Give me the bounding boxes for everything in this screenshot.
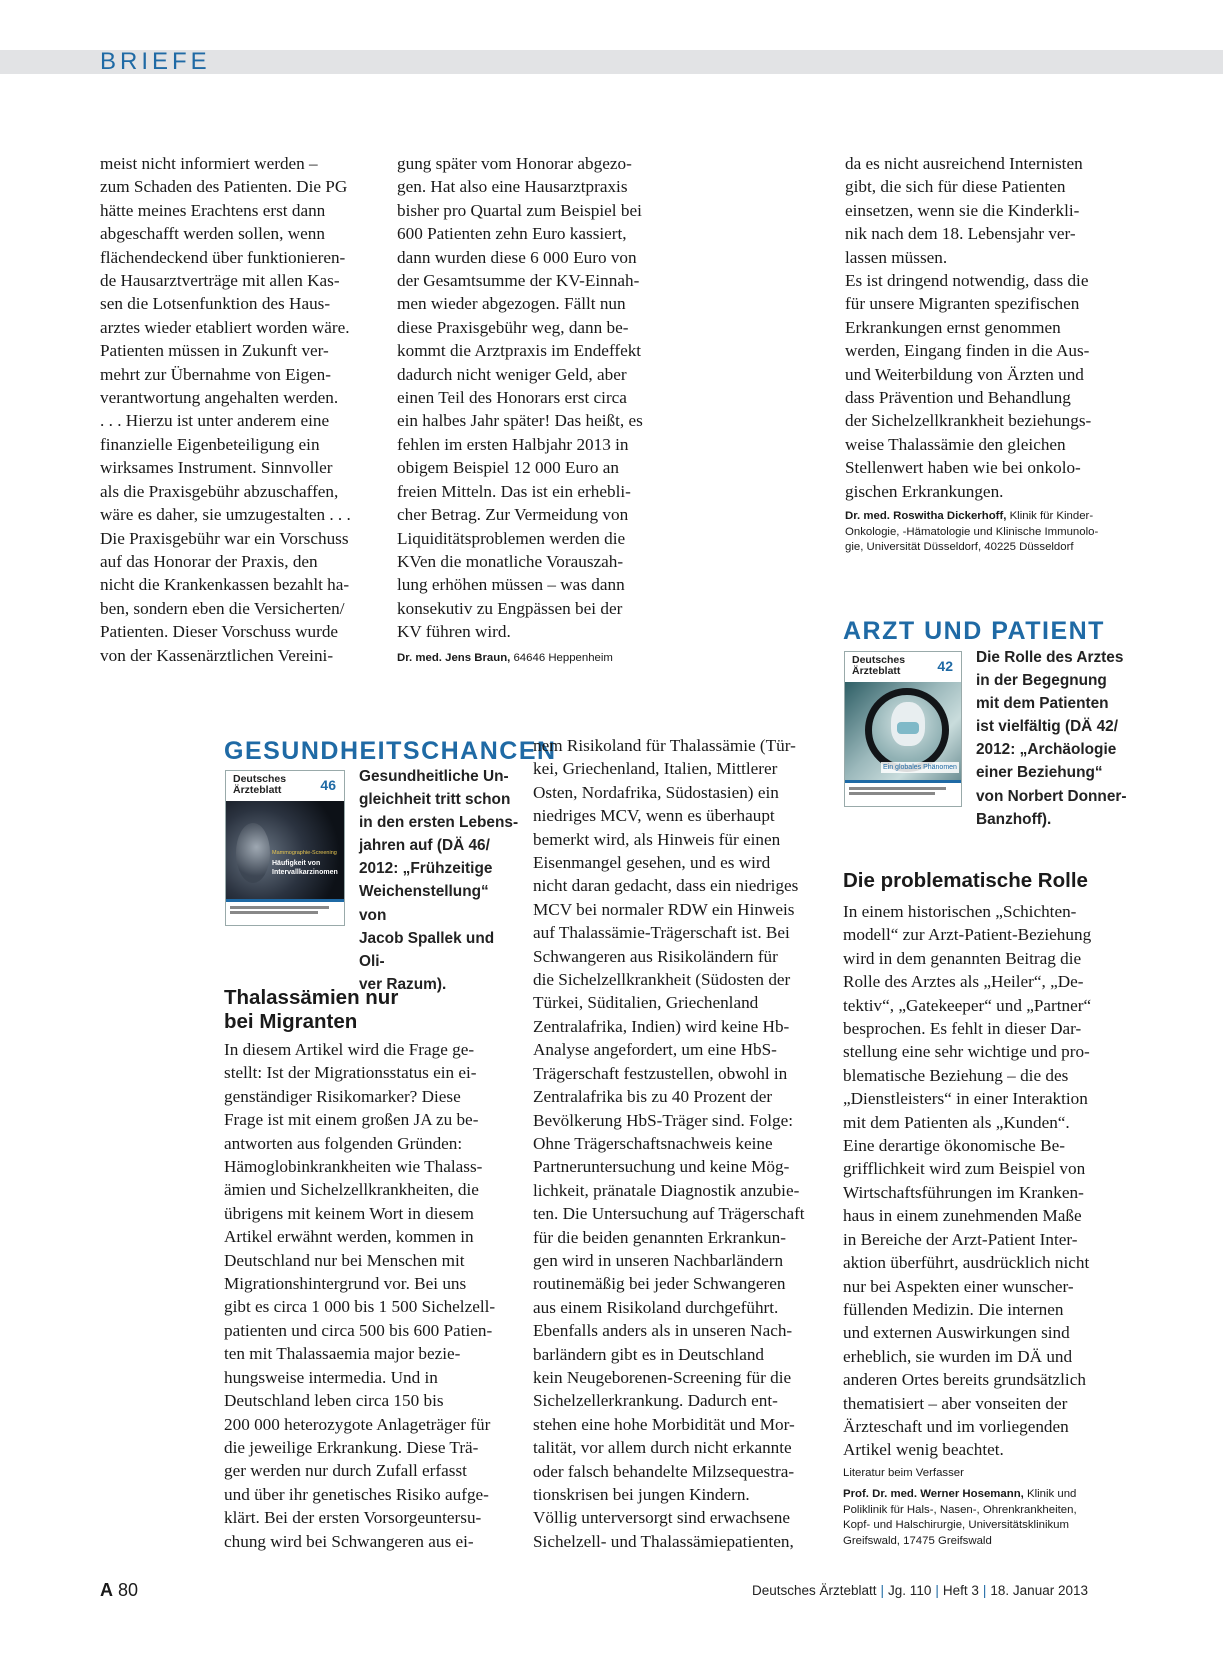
text-line: Sichelzellerkrankung. Dadurch ent- bbox=[533, 1391, 778, 1411]
cover-title: Deutsches Ärzteblatt bbox=[233, 773, 287, 796]
journal-name: Deutsches Ärzteblatt bbox=[751, 1583, 877, 1598]
text-line: werden, Eingang finden in die Aus- bbox=[845, 341, 1090, 361]
teaser-line: in der Begegnung bbox=[976, 672, 1107, 690]
text-line: chung wird bei Schwangeren aus ei- bbox=[224, 1531, 474, 1551]
text-line: hungsweise intermedia. Und in bbox=[224, 1367, 438, 1387]
teaser-line: jahren auf (DÄ 46/ bbox=[359, 837, 490, 855]
text-line: Deutschland leben circa 150 bis bbox=[224, 1391, 444, 1411]
text-line: Die Praxisgebühr war ein Vorschuss bbox=[100, 528, 349, 548]
journal-volume: Jg. 110 bbox=[888, 1583, 932, 1598]
text-line: oder falsch behandelte Milzsequestra- bbox=[533, 1461, 795, 1481]
text-line: gischen Erkrankungen. bbox=[845, 481, 1004, 501]
signature-line: Klinik für Kinder- bbox=[1006, 510, 1094, 522]
text-line: haus in einem zunehmenden Maße bbox=[843, 1206, 1082, 1226]
text-line: zum Schaden des Patienten. Die PG bbox=[100, 177, 348, 197]
text-line: lichkeit, pränatale Diagnostik anzubie- bbox=[533, 1180, 800, 1200]
text-line: Partneruntersuchung und keine Mög- bbox=[533, 1157, 790, 1177]
article-body-problematische-rolle bbox=[843, 900, 1143, 1462]
page-prefix: A bbox=[100, 1580, 113, 1600]
text-line: besprochen. Es fehlt in dieser Dar- bbox=[843, 1019, 1082, 1039]
article-body-thalassaemien-1 bbox=[224, 1038, 514, 1553]
section-label: BRIEFE bbox=[100, 48, 211, 75]
text-line: stellung eine sehr wichtige und pro- bbox=[843, 1042, 1090, 1062]
text-line: genständiger Risikomarker? Diese bbox=[224, 1086, 461, 1106]
teaser-line: ver Razum). bbox=[359, 975, 447, 993]
cover-caption: Ein globales Phänomen bbox=[883, 764, 957, 771]
signature-braun bbox=[397, 651, 613, 667]
teaser-line: Jacob Spallek und Oli- bbox=[359, 929, 495, 970]
text-line: modell“ zur Arzt-Patient-Beziehung bbox=[843, 925, 1092, 945]
text-line: übrigens mit keinem Wort in diesem bbox=[224, 1203, 474, 1223]
text-line: tionskrisen bei jungen Kindern. bbox=[533, 1485, 750, 1504]
teaser-gesundheitschancen bbox=[359, 765, 519, 996]
signature-line: Kopf- und Halschirurgie, Universitätsklinikum bbox=[843, 1519, 1069, 1531]
text-line: Erkrankungen ernst genommen bbox=[845, 317, 1061, 337]
teaser-line: von Norbert Donner- bbox=[976, 787, 1127, 805]
text-line: Patienten. Dieser Vorschuss wurde bbox=[100, 622, 339, 642]
text-line: barländern gibt es in Deutschland bbox=[533, 1344, 765, 1364]
text-line: . . . Hierzu ist unter anderem eine bbox=[100, 411, 330, 431]
section-heading-arzt-und-patient: ARZT UND PATIENT bbox=[843, 617, 1105, 645]
text-line: aktion überführt, ausdrücklich nicht bbox=[843, 1253, 1090, 1273]
text-line: antworten aus folgenden Gründen: bbox=[224, 1133, 463, 1153]
text-line: Osten, Nordafrika, Südostasien) ein bbox=[533, 782, 779, 802]
text-line: ein halbes Jahr später! Das heißt, es bbox=[397, 411, 643, 431]
signature-dickerhoff bbox=[845, 509, 1135, 556]
text-line: als die Praxisgebühr abzuschaffen, bbox=[100, 481, 339, 501]
teaser-line: mit dem Patienten bbox=[976, 695, 1109, 713]
cover-number: 46 bbox=[320, 777, 336, 793]
magazine-cover-46 bbox=[225, 770, 345, 926]
text-line: Artikel erwähnt werden, kommen in bbox=[224, 1227, 474, 1247]
text-line: Stellenwert haben wie bei onkolo- bbox=[845, 458, 1081, 478]
text-line: Liquiditätsproblemen werden die bbox=[397, 528, 626, 548]
text-line: In diesem Artikel wird die Frage ge- bbox=[224, 1040, 475, 1059]
text-line: de Hausarztverträge mit allen Kas- bbox=[100, 271, 340, 291]
text-line: und über ihr genetisches Risiko aufge- bbox=[224, 1484, 489, 1504]
text-line: niedriges MCV, wenn es überhaupt bbox=[533, 806, 775, 826]
teaser-line: Weichenstellung“ von bbox=[359, 883, 489, 924]
page-number bbox=[100, 1580, 138, 1601]
text-line: gibt es circa 1 000 bis 1 500 Sichelzell- bbox=[224, 1297, 496, 1317]
text-line: ger werden nur durch Zufall erfasst bbox=[224, 1461, 467, 1481]
text-line: der Gesamtsumme der KV-Einnah- bbox=[397, 271, 640, 291]
text-line: bemerkt wird, als Hinweis für einen bbox=[533, 829, 781, 849]
text-line: lung erhöhen müssen – was dann bbox=[397, 575, 625, 595]
text-line: In einem historischen „Schichten- bbox=[843, 902, 1077, 921]
text-line: flächendeckend über funktionieren- bbox=[100, 247, 346, 267]
text-line: verantwortung angehalten werden. bbox=[100, 388, 339, 408]
text-line: Eisenmangel gesehen, und es wird bbox=[533, 853, 771, 873]
signature-line: Greifswald, 17475 Greifswald bbox=[843, 1534, 992, 1547]
text-line: kommt die Arztpraxis im Endeffekt bbox=[397, 341, 642, 361]
text-line: einen Teil des Honorars erst circa bbox=[397, 388, 627, 408]
teaser-line: Gesundheitliche Un- bbox=[359, 768, 509, 785]
cover-title: Deutsches Ärzteblatt bbox=[852, 654, 906, 677]
text-line: für die beiden genannten Erkrankun- bbox=[533, 1227, 786, 1247]
text-line: Deutschland nur bei Menschen mit bbox=[224, 1250, 465, 1270]
text-line: mehrt zur Übernahme von Eigen- bbox=[100, 364, 331, 384]
text-line: stellt: Ist der Migrationsstatus ein ei- bbox=[224, 1063, 477, 1083]
text-line: stehen eine hohe Morbidität und Mor- bbox=[533, 1414, 795, 1434]
teaser-line: 2012: „Frühzeitige bbox=[359, 860, 493, 878]
text-line: abgeschafft werden sollen, wenn bbox=[100, 224, 325, 244]
article-subhead-thalassaemien bbox=[224, 986, 504, 1034]
text-line: der Sichelzellkrankheit beziehungs- bbox=[845, 411, 1092, 431]
literature-note: Literatur beim Verfasser bbox=[843, 1467, 964, 1479]
teaser-line: einer Beziehung“ bbox=[976, 764, 1103, 782]
text-line: Ohne Trägerschaftsnachweis keine bbox=[533, 1133, 773, 1153]
text-line: ben, sondern eben die Versicherten/ bbox=[100, 598, 345, 618]
text-line: Trägerschaft festzustellen, obwohl in bbox=[533, 1063, 788, 1083]
text-line: Sichelzell- und Thalassämiepatienten, bbox=[533, 1531, 794, 1551]
text-line: und externen Auswirkungen sind bbox=[843, 1323, 1070, 1343]
text-line: Schwangeren aus Risikoländern für bbox=[533, 946, 778, 966]
text-line: MCV bei normaler RDW ein Hinweis bbox=[533, 899, 795, 919]
cover-number: 42 bbox=[937, 658, 953, 674]
subhead-line: Thalassämien nur bbox=[224, 986, 399, 1009]
text-line: dadurch nicht weniger Geld, aber bbox=[397, 364, 627, 384]
text-line: konsekutiv zu Engpässen bei der bbox=[397, 598, 623, 618]
letter-column-3 bbox=[845, 152, 1135, 503]
journal-date: 18. Januar 2013 bbox=[990, 1583, 1088, 1598]
signature-name: Dr. med. Jens Braun, bbox=[397, 652, 511, 664]
cover-image-mammography bbox=[226, 801, 344, 899]
text-line: nicht die Krankenkassen bezahlt ha- bbox=[100, 575, 350, 595]
text-line: klärt. Bei der ersten Vorsorgeuntersu- bbox=[224, 1508, 482, 1528]
text-line: anderen Ortes bereits grundsätzlich bbox=[843, 1370, 1086, 1390]
article-subhead-problematische-rolle: Die problematische Rolle bbox=[843, 869, 1088, 892]
signature-line: Klinik und bbox=[1023, 1488, 1077, 1500]
text-line: dass Prävention und Behandlung bbox=[845, 388, 1071, 408]
text-line: gen. Hat also eine Hausarztpraxis bbox=[397, 177, 628, 197]
letter-column-2 bbox=[397, 152, 687, 644]
text-line: auf Thalassämie-Trägerschaft ist. Bei bbox=[533, 923, 790, 943]
text-line: arztes wieder etabliert worden wäre. bbox=[100, 317, 350, 337]
text-line: sen die Lotsenfunktion des Haus- bbox=[100, 294, 331, 314]
text-line: cher Betrag. Zur Vermeidung von bbox=[397, 505, 629, 525]
text-line: nicht daran gedacht, dass ein niedriges bbox=[533, 876, 799, 896]
text-line: mit dem Patienten als „Kunden“. bbox=[843, 1112, 1070, 1132]
text-line: KVen die monatliche Vorauszah- bbox=[397, 551, 624, 571]
text-line: Bevölkerung HbS-Träger sind. Folge: bbox=[533, 1110, 794, 1130]
letter-column-1 bbox=[100, 152, 380, 667]
text-line: gung später vom Honorar abgezo- bbox=[397, 154, 632, 173]
teaser-line: Die Rolle des Arztes bbox=[976, 649, 1124, 666]
text-line: und Weiterbildung von Ärzten und bbox=[845, 364, 1084, 384]
text-line: ämien und Sichelzellkrankheiten, die bbox=[224, 1180, 479, 1200]
text-line: Migrationshintergrund vor. Bei uns bbox=[224, 1274, 467, 1294]
text-line: Artikel wenig beachtet. bbox=[843, 1440, 1004, 1460]
text-line: bisher pro Quartal zum Beispiel bei bbox=[397, 200, 642, 220]
cover-caption-topic: Mammographie-Screening bbox=[272, 850, 337, 856]
text-line: auf das Honorar der Praxis, den bbox=[100, 551, 318, 571]
text-line: Hämoglobinkrankheiten wie Thalass- bbox=[224, 1157, 483, 1177]
text-line: patienten und circa 500 bis 600 Patien- bbox=[224, 1320, 493, 1340]
text-line: Türkei, Süditalien, Griechenland bbox=[533, 993, 759, 1013]
article-body-thalassaemien-2 bbox=[533, 734, 828, 1553]
cover-footer bbox=[226, 902, 344, 918]
cover-footer bbox=[845, 783, 961, 799]
text-line: weise Thalassämie den gleichen bbox=[845, 434, 1066, 454]
text-line: Rolle des Arztes als „Heiler“, „De- bbox=[843, 972, 1084, 992]
text-line: gibt, die sich für diese Patienten bbox=[845, 177, 1066, 197]
cover-image-doctor bbox=[845, 682, 961, 780]
text-line: nem Risikoland für Thalassämie (Tür- bbox=[533, 736, 796, 755]
text-line: Völlig unterversorgt sind erwachsene bbox=[533, 1508, 790, 1528]
text-line: grifflichkeit wird zum Beispiel von bbox=[843, 1159, 1086, 1179]
signature-name: Prof. Dr. med. Werner Hosemann, bbox=[843, 1488, 1024, 1500]
signature-line: Poliklinik für Hals-, Nasen-, Ohrenkrankheiten, bbox=[843, 1503, 1077, 1516]
text-line: kei, Griechenland, Italien, Mittlerer bbox=[533, 759, 778, 779]
text-line: freien Mitteln. Das ist ein erhebli- bbox=[397, 481, 631, 501]
text-line: talität, vor allem durch nicht erkannte bbox=[533, 1438, 792, 1458]
teaser-line: Banzhoff). bbox=[976, 810, 1052, 828]
text-line: 200 000 heterozygote Anlageträger für bbox=[224, 1414, 491, 1434]
text-line: die jeweilige Erkrankung. Diese Trä- bbox=[224, 1437, 479, 1457]
text-line: lassen müssen. bbox=[845, 247, 948, 267]
text-line: wäre es daher, sie umzugestalten . . . bbox=[100, 505, 351, 525]
section-heading-gesundheitschancen: GESUNDHEITSCHANCEN bbox=[224, 737, 557, 765]
text-line: Ebenfalls anders als in unseren Nach- bbox=[533, 1321, 793, 1341]
signature-address: 64646 Heppenheim bbox=[510, 652, 613, 664]
text-line: tektiv“, „Gatekeeper“ und „Partner“ bbox=[843, 995, 1092, 1015]
text-line: diese Praxisgebühr weg, dann be- bbox=[397, 317, 629, 337]
text-line: men wieder abgezogen. Fällt nun bbox=[397, 294, 626, 314]
text-line: ten mit Thalassaemia major bezie- bbox=[224, 1344, 461, 1364]
teaser-line: ist vielfältig (DÄ 42/ bbox=[976, 718, 1118, 736]
text-line: kein Neugeborenen-Screening für die bbox=[533, 1367, 792, 1387]
text-line: nik nach dem 18. Lebensjahr ver- bbox=[845, 224, 1076, 244]
text-line: meist nicht informiert werden – bbox=[100, 154, 318, 173]
text-line: Analyse angefordert, um eine HbS- bbox=[533, 1040, 777, 1060]
text-line: fehlen im ersten Halbjahr 2013 in bbox=[397, 434, 629, 454]
text-line: die Sichelzellkrankheit (Südosten der bbox=[533, 970, 791, 990]
subhead-line: bei Migranten bbox=[224, 1010, 358, 1033]
text-line: Patienten müssen in Zukunft ver- bbox=[100, 341, 329, 361]
cover-caption-title: Häufigkeit von Intervallkarzinomen bbox=[272, 860, 338, 876]
text-line: Zentralafrika bis zu 40 Prozent der bbox=[533, 1087, 773, 1107]
teaser-line: gleichheit tritt schon bbox=[359, 791, 511, 809]
text-line: Es ist dringend notwendig, dass die bbox=[845, 271, 1089, 291]
text-line: erheblich, sie wurden im DÄ und bbox=[843, 1346, 1073, 1366]
teaser-line: 2012: „Archäologie bbox=[976, 741, 1117, 759]
text-line: obigem Beispiel 12 000 Euro an bbox=[397, 458, 619, 478]
page-number-value: 80 bbox=[118, 1580, 139, 1600]
teaser-arzt-und-patient bbox=[976, 646, 1136, 831]
text-line: blematische Beziehung – die des bbox=[843, 1065, 1069, 1085]
text-line: nur bei Aspekten einer wunscher- bbox=[843, 1276, 1074, 1296]
text-line: Zentralafrika, Indien) wird keine Hb- bbox=[533, 1016, 790, 1036]
text-line: wird in dem genannten Beitrag die bbox=[843, 948, 1082, 968]
text-line: von der Kassenärztlichen Vereini- bbox=[100, 645, 334, 665]
text-line: wirksames Instrument. Sinnvoller bbox=[100, 458, 333, 478]
text-line: thematisiert – aber vonseiten der bbox=[843, 1393, 1068, 1413]
text-line: aus einem Risikoland durchgeführt. bbox=[533, 1297, 779, 1317]
text-line: in Bereiche der Arzt-Patient Inter- bbox=[843, 1229, 1078, 1249]
text-line: für unsere Migranten spezifischen bbox=[845, 294, 1080, 314]
signature-line: gie, Universität Düsseldorf, 40225 Düsseldorf bbox=[845, 541, 1074, 553]
text-line: da es nicht ausreichend Internisten bbox=[845, 154, 1083, 173]
magazine-cover-42 bbox=[844, 651, 962, 807]
teaser-line: in den ersten Lebens- bbox=[359, 814, 519, 832]
text-line: finanzielle Eigenbeteiligung ein bbox=[100, 434, 320, 454]
text-line: „Dienstleisters“ in einer Interaktion bbox=[843, 1089, 1088, 1109]
text-line: Ärzteschaft und im vorliegenden bbox=[843, 1416, 1069, 1436]
footer-citation: Deutsches Ärzteblatt | Jg. 110 | Heft 3 | 18. Januar 2013 bbox=[751, 1583, 1088, 1598]
signature-line: Onkologie, -Hämatologie und Klinische Immunolo- bbox=[845, 525, 1099, 538]
text-line: Frage ist mit einem großen JA zu be- bbox=[224, 1110, 479, 1130]
text-line: dann wurden diese 6 000 Euro von bbox=[397, 247, 637, 267]
text-line: hätte meines Erachtens erst dann bbox=[100, 200, 326, 220]
text-line: routinemäßig bei jeder Schwangeren bbox=[533, 1274, 786, 1294]
text-line: ten. Die Untersuchung auf Trägerschaft bbox=[533, 1204, 805, 1224]
text-line: Eine derartige ökonomische Be- bbox=[843, 1136, 1065, 1156]
text-line: KV führen wird. bbox=[397, 622, 511, 642]
text-line: gen wird in unseren Nachbarländern bbox=[533, 1250, 784, 1270]
text-line: 600 Patienten zehn Euro kassiert, bbox=[397, 224, 627, 244]
journal-issue: Heft 3 bbox=[942, 1583, 979, 1598]
signature-name: Dr. med. Roswitha Dickerhoff, bbox=[845, 510, 1007, 522]
text-line: Wirtschaftsführungen im Kranken- bbox=[843, 1182, 1084, 1202]
signature-hosemann bbox=[843, 1487, 1143, 1549]
text-line: füllenden Medizin. Die internen bbox=[843, 1299, 1064, 1319]
text-line: einsetzen, wenn sie die Kinderkli- bbox=[845, 200, 1080, 220]
